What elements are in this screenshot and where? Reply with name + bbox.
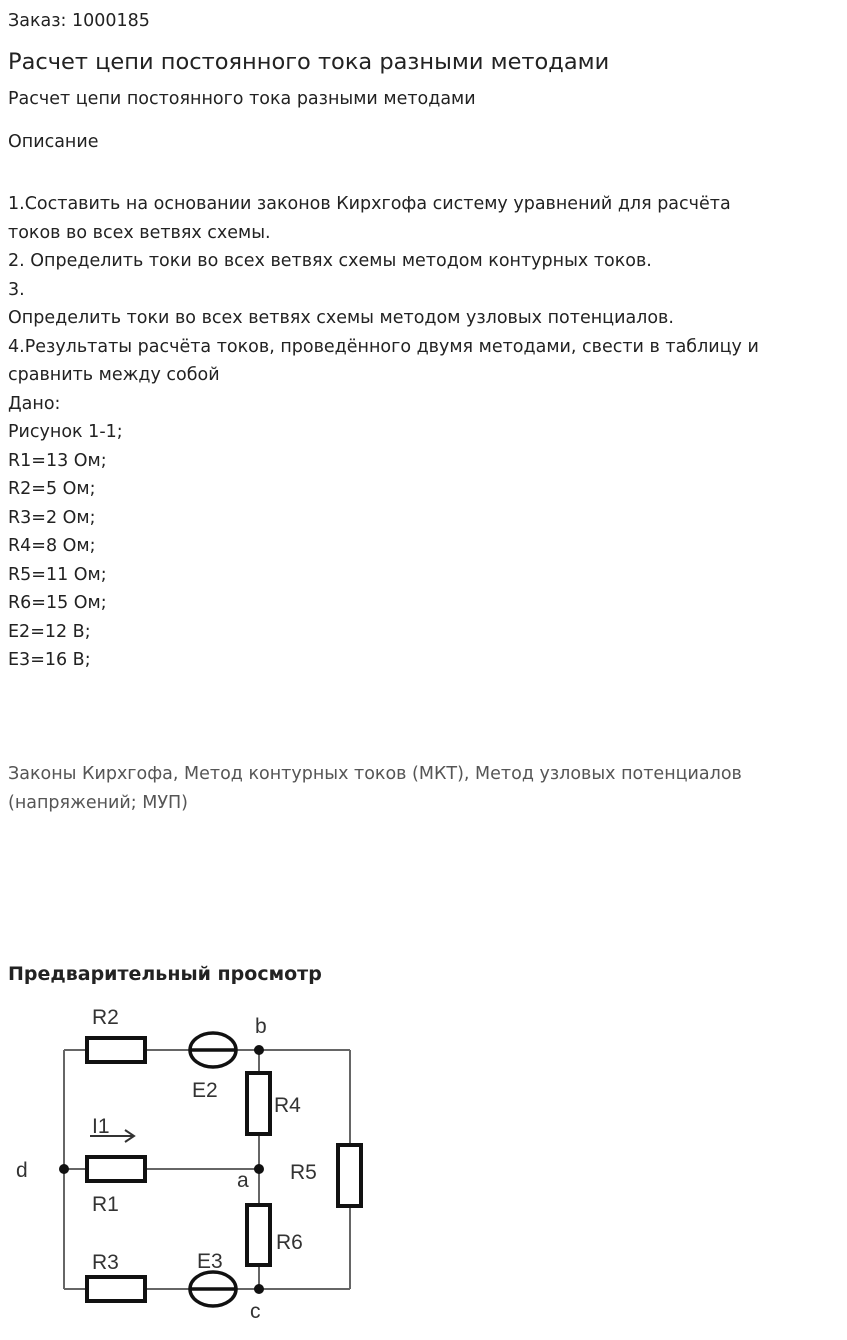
- resistor-r4: [247, 1073, 270, 1134]
- node-c-dot: [254, 1284, 264, 1294]
- given-r5: R5=11 Ом;: [8, 564, 107, 585]
- description-line: Определить токи во всех ветвях схемы методом узловых потенциалов.: [8, 308, 674, 328]
- resistor-r6: [247, 1205, 270, 1265]
- label-r4: R4: [274, 1094, 301, 1117]
- label-r1: R1: [92, 1193, 119, 1216]
- label-e3: E3: [197, 1250, 223, 1273]
- given-r1: R1=13 Ом;: [8, 450, 107, 471]
- page-title: Расчет цепи постоянного тока разными методами: [8, 49, 610, 75]
- label-c: c: [250, 1300, 261, 1323]
- given-r6: R6=15 Ом;: [8, 593, 107, 613]
- description-text: [8, 190, 836, 675]
- given-r2: R2=5 Ом;: [8, 479, 96, 499]
- label-e2: E2: [192, 1079, 218, 1102]
- page-subtitle: Расчет цепи постоянного тока разными методами: [8, 89, 476, 109]
- given-figure-ref: Рисунок 1-1;: [8, 422, 123, 442]
- label-i1: I1: [92, 1115, 110, 1138]
- description-line: токов во всех ветвях схемы.: [8, 222, 271, 243]
- tags-line: (напряжений; МУП): [8, 792, 188, 813]
- resistor-r1: [87, 1157, 145, 1181]
- topic-tags: [8, 760, 836, 817]
- resistor-r3: [87, 1277, 145, 1301]
- description-line: 3.: [8, 279, 25, 300]
- given-e2: E2=12 В;: [8, 621, 91, 642]
- description-heading: Описание: [8, 132, 99, 152]
- label-r5: R5: [290, 1161, 317, 1184]
- given-heading: Дано:: [8, 393, 61, 414]
- label-r2: R2: [92, 1006, 119, 1029]
- circuit-diagram: [0, 995, 400, 1340]
- label-r3: R3: [92, 1251, 119, 1274]
- order-number: Заказ: 1000185: [8, 11, 150, 31]
- node-a-dot: [254, 1164, 264, 1174]
- label-b: b: [255, 1015, 267, 1038]
- label-a: a: [237, 1169, 249, 1192]
- preview-heading: Предварительный просмотр: [8, 963, 322, 985]
- description-line: 4.Результаты расчёта токов, проведённого двумя методами, свести в таблицу и: [8, 336, 759, 357]
- resistor-r2: [87, 1038, 145, 1062]
- label-r6: R6: [276, 1231, 303, 1254]
- description-line: 1.Составить на основании законов Кирхгофа систему уравнений для расчёта: [8, 194, 731, 214]
- given-r3: R3=2 Ом;: [8, 507, 96, 528]
- label-d: d: [16, 1159, 28, 1182]
- given-e3: E3=16 В;: [8, 650, 91, 670]
- tags-line: Законы Кирхгофа, Метод контурных токов (МКТ), Метод узловых потенциалов: [8, 764, 742, 784]
- node-d-dot: [59, 1164, 69, 1174]
- node-b-dot: [254, 1045, 264, 1055]
- description-line: сравнить между собой: [8, 365, 220, 385]
- description-line: 2. Определить токи во всех ветвях схемы методом контурных токов.: [8, 251, 652, 271]
- resistor-r5: [338, 1145, 361, 1206]
- given-r4: R4=8 Ом;: [8, 536, 96, 556]
